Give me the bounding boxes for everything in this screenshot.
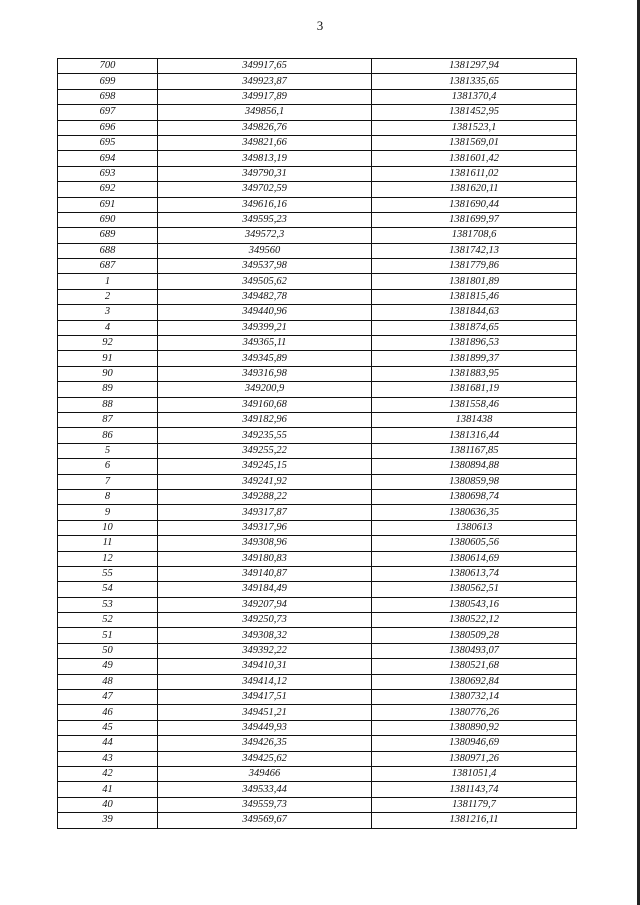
table-row [58,797,577,812]
y-coordinate-cell: 1381523,1 [372,120,577,135]
table-row [58,305,577,320]
point-number-cell: 89 [58,382,158,397]
x-coordinate-cell: 349200,9 [158,382,372,397]
table-row [58,674,577,689]
y-coordinate-cell: 1381611,02 [372,166,577,181]
point-number-cell: 689 [58,228,158,243]
y-coordinate-cell: 1380562,51 [372,582,577,597]
y-coordinate-cell: 1381874,65 [372,320,577,335]
table-row [58,428,577,443]
table-row [58,397,577,412]
point-number-cell: 10 [58,520,158,535]
x-coordinate-cell: 349241,92 [158,474,372,489]
y-coordinate-cell: 1381452,95 [372,105,577,120]
table-row [58,289,577,304]
x-coordinate-cell: 349308,32 [158,628,372,643]
point-number-cell: 45 [58,720,158,735]
point-number-cell: 691 [58,197,158,212]
y-coordinate-cell: 1380493,07 [372,643,577,658]
x-coordinate-cell: 349417,51 [158,690,372,705]
point-number-cell: 693 [58,166,158,181]
table-row [58,74,577,89]
coordinates-table [57,58,577,829]
x-coordinate-cell: 349235,55 [158,428,372,443]
y-coordinate-cell: 1381815,46 [372,289,577,304]
table-row [58,59,577,74]
y-coordinate-cell: 1380890,92 [372,720,577,735]
x-coordinate-cell: 349440,96 [158,305,372,320]
table-row [58,659,577,674]
y-coordinate-cell: 1380543,16 [372,597,577,612]
table-row [58,197,577,212]
point-number-cell: 699 [58,74,158,89]
table-row [58,751,577,766]
table-row [58,351,577,366]
table-row [58,690,577,705]
table-row [58,182,577,197]
x-coordinate-cell: 349345,89 [158,351,372,366]
x-coordinate-cell: 349316,98 [158,366,372,381]
x-coordinate-cell: 349702,59 [158,182,372,197]
point-number-cell: 6 [58,459,158,474]
x-coordinate-cell: 349505,62 [158,274,372,289]
point-number-cell: 40 [58,797,158,812]
y-coordinate-cell: 1381681,19 [372,382,577,397]
point-number-cell: 92 [58,336,158,351]
y-coordinate-cell: 1380509,28 [372,628,577,643]
point-number-cell: 11 [58,536,158,551]
table-row [58,382,577,397]
x-coordinate-cell: 349426,35 [158,736,372,751]
x-coordinate-cell: 349410,31 [158,659,372,674]
x-coordinate-cell: 349317,87 [158,505,372,520]
y-coordinate-cell: 1381779,86 [372,259,577,274]
point-number-cell: 90 [58,366,158,381]
x-coordinate-cell: 349482,78 [158,289,372,304]
point-number-cell: 44 [58,736,158,751]
point-number-cell: 88 [58,397,158,412]
x-coordinate-cell: 349180,83 [158,551,372,566]
y-coordinate-cell: 1381179,7 [372,797,577,812]
x-coordinate-cell: 349140,87 [158,566,372,581]
table-row [58,243,577,258]
point-number-cell: 695 [58,135,158,150]
point-number-cell: 12 [58,551,158,566]
point-number-cell: 4 [58,320,158,335]
point-number-cell: 43 [58,751,158,766]
y-coordinate-cell: 1381690,44 [372,197,577,212]
point-number-cell: 52 [58,613,158,628]
x-coordinate-cell: 349559,73 [158,797,372,812]
y-coordinate-cell: 1381899,37 [372,351,577,366]
x-coordinate-cell: 349245,15 [158,459,372,474]
point-number-cell: 9 [58,505,158,520]
x-coordinate-cell: 349207,94 [158,597,372,612]
table-row [58,520,577,535]
point-number-cell: 696 [58,120,158,135]
x-coordinate-cell: 349317,96 [158,520,372,535]
point-number-cell: 5 [58,443,158,458]
x-coordinate-cell: 349917,65 [158,59,372,74]
x-coordinate-cell: 349365,11 [158,336,372,351]
table-row [58,259,577,274]
y-coordinate-cell: 1381883,95 [372,366,577,381]
table-row [58,274,577,289]
table-row [58,89,577,104]
table-row [58,766,577,781]
table-row [58,597,577,612]
y-coordinate-cell: 1381316,44 [372,428,577,443]
table-row [58,566,577,581]
y-coordinate-cell: 1380613 [372,520,577,535]
y-coordinate-cell: 1381569,01 [372,135,577,150]
table-row [58,551,577,566]
point-number-cell: 694 [58,151,158,166]
point-number-cell: 8 [58,489,158,504]
point-number-cell: 687 [58,259,158,274]
table-row [58,489,577,504]
x-coordinate-cell: 349821,66 [158,135,372,150]
y-coordinate-cell: 1381297,94 [372,59,577,74]
point-number-cell: 688 [58,243,158,258]
x-coordinate-cell: 349425,62 [158,751,372,766]
point-number-cell: 1 [58,274,158,289]
point-number-cell: 54 [58,582,158,597]
y-coordinate-cell: 1380894,88 [372,459,577,474]
table-row [58,228,577,243]
point-number-cell: 697 [58,105,158,120]
table-row [58,705,577,720]
page-number: 3 [316,18,324,33]
point-number-cell: 690 [58,212,158,227]
point-number-cell: 55 [58,566,158,581]
table-row [58,443,577,458]
x-coordinate-cell: 349923,87 [158,74,372,89]
table-row [58,366,577,381]
table-row [58,120,577,135]
y-coordinate-cell: 1380776,26 [372,705,577,720]
table-row [58,459,577,474]
x-coordinate-cell: 349288,22 [158,489,372,504]
point-number-cell: 41 [58,782,158,797]
x-coordinate-cell: 349160,68 [158,397,372,412]
point-number-cell: 48 [58,674,158,689]
x-coordinate-cell: 349595,23 [158,212,372,227]
point-number-cell: 87 [58,412,158,427]
y-coordinate-cell: 1381742,13 [372,243,577,258]
coordinates-table-body [58,59,577,829]
point-number-cell: 49 [58,659,158,674]
point-number-cell: 2 [58,289,158,304]
x-coordinate-cell: 349813,19 [158,151,372,166]
point-number-cell: 698 [58,89,158,104]
x-coordinate-cell: 349826,76 [158,120,372,135]
y-coordinate-cell: 1381708,6 [372,228,577,243]
y-coordinate-cell: 1381601,42 [372,151,577,166]
y-coordinate-cell: 1380859,98 [372,474,577,489]
table-row [58,212,577,227]
y-coordinate-cell: 1381051,4 [372,766,577,781]
y-coordinate-cell: 1381216,11 [372,813,577,828]
x-coordinate-cell: 349399,21 [158,320,372,335]
table-row [58,135,577,150]
x-coordinate-cell: 349572,3 [158,228,372,243]
table-row [58,412,577,427]
point-number-cell: 53 [58,597,158,612]
point-number-cell: 692 [58,182,158,197]
point-number-cell: 7 [58,474,158,489]
x-coordinate-cell: 349533,44 [158,782,372,797]
y-coordinate-cell: 1381620,11 [372,182,577,197]
point-number-cell: 700 [58,59,158,74]
y-coordinate-cell: 1380946,69 [372,736,577,751]
x-coordinate-cell: 349790,31 [158,166,372,181]
x-coordinate-cell: 349466 [158,766,372,781]
table-row [58,166,577,181]
table-row [58,782,577,797]
y-coordinate-cell: 1381143,74 [372,782,577,797]
x-coordinate-cell: 349537,98 [158,259,372,274]
table-row [58,813,577,828]
y-coordinate-cell: 1381335,65 [372,74,577,89]
x-coordinate-cell: 349308,96 [158,536,372,551]
table-row [58,320,577,335]
x-coordinate-cell: 349182,96 [158,412,372,427]
y-coordinate-cell: 1381896,53 [372,336,577,351]
point-number-cell: 86 [58,428,158,443]
x-coordinate-cell: 349184,49 [158,582,372,597]
point-number-cell: 50 [58,643,158,658]
table-row [58,536,577,551]
table-row [58,720,577,735]
y-coordinate-cell: 1380614,69 [372,551,577,566]
y-coordinate-cell: 1381167,85 [372,443,577,458]
table-row [58,582,577,597]
y-coordinate-cell: 1380636,35 [372,505,577,520]
y-coordinate-cell: 1381438 [372,412,577,427]
point-number-cell: 47 [58,690,158,705]
y-coordinate-cell: 1381370,4 [372,89,577,104]
y-coordinate-cell: 1380522,12 [372,613,577,628]
y-coordinate-cell: 1380732,14 [372,690,577,705]
table-row [58,151,577,166]
x-coordinate-cell: 349250,73 [158,613,372,628]
point-number-cell: 3 [58,305,158,320]
point-number-cell: 42 [58,766,158,781]
y-coordinate-cell: 1380521,68 [372,659,577,674]
x-coordinate-cell: 349451,21 [158,705,372,720]
table-row [58,474,577,489]
x-coordinate-cell: 349392,22 [158,643,372,658]
point-number-cell: 91 [58,351,158,366]
table-row [58,105,577,120]
table-row [58,336,577,351]
y-coordinate-cell: 1380613,74 [372,566,577,581]
y-coordinate-cell: 1381844,63 [372,305,577,320]
x-coordinate-cell: 349449,93 [158,720,372,735]
x-coordinate-cell: 349255,22 [158,443,372,458]
point-number-cell: 51 [58,628,158,643]
x-coordinate-cell: 349856,1 [158,105,372,120]
x-coordinate-cell: 349569,67 [158,813,372,828]
x-coordinate-cell: 349616,16 [158,197,372,212]
table-row [58,736,577,751]
table-row [58,613,577,628]
point-number-cell: 39 [58,813,158,828]
x-coordinate-cell: 349414,12 [158,674,372,689]
y-coordinate-cell: 1381558,46 [372,397,577,412]
y-coordinate-cell: 1380971,26 [372,751,577,766]
y-coordinate-cell: 1380605,56 [372,536,577,551]
x-coordinate-cell: 349560 [158,243,372,258]
table-row [58,643,577,658]
table-row [58,628,577,643]
y-coordinate-cell: 1381699,97 [372,212,577,227]
x-coordinate-cell: 349917,89 [158,89,372,104]
table-row [58,505,577,520]
point-number-cell: 46 [58,705,158,720]
y-coordinate-cell: 1380692,84 [372,674,577,689]
y-coordinate-cell: 1381801,89 [372,274,577,289]
y-coordinate-cell: 1380698,74 [372,489,577,504]
